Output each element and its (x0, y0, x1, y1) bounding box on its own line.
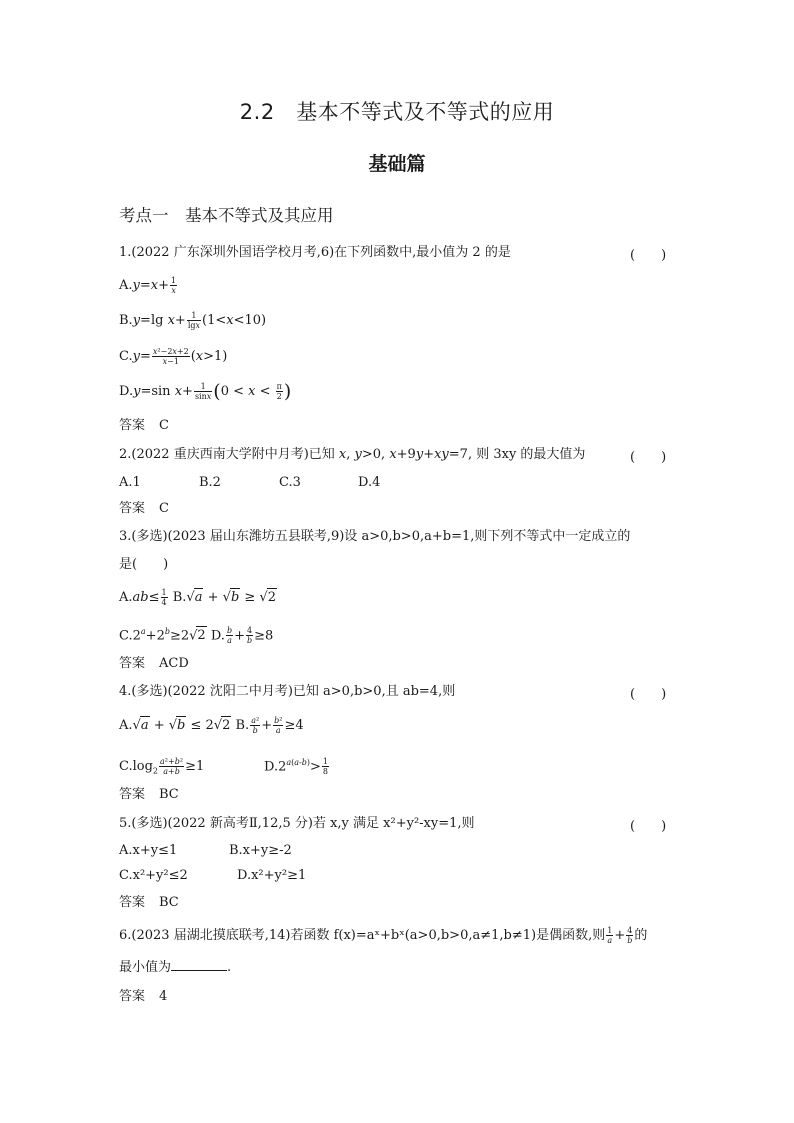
q6-stem-line2: 最小值为 . (119, 960, 232, 975)
q1-option-b: B.y=lg x+ $\frac{1}{\lg x}$ (1<x<10) (119, 311, 267, 330)
q2-stem: 2.(2022 重庆西南大学附中月考)已知 x, y>0, x+9y+xy=7, 则 3xy 的最大值为 (119, 447, 586, 462)
q4-answer: 答案 BC (119, 787, 179, 802)
q3-stem-line2: 是( ) (119, 557, 169, 572)
section-heading: 考点一 基本不等式及其应用 (119, 206, 334, 225)
q6-stem: 6.(2023 届湖北摸底联考,14)若函数 f(x)=aˣ+bˣ(a>0,b>0,a≠1,b≠1)是偶函数,则 $\frac{1}{a}$ + $\frac{4}{b}$ 的 (119, 926, 648, 945)
q5-option-d: D.x²+y²≥1 (237, 868, 307, 883)
q4-stem: 4.(多选)(2022 沈阳二中月考)已知 a>0,b>0,且 ab=4,则 (119, 684, 456, 699)
q3-options-ab: A.ab≤ $\frac{1}{4}$ B.√a + √b ≥ √2 (119, 588, 276, 607)
q6-blank (171, 958, 227, 971)
q2-option-a: A.1 (119, 475, 141, 490)
q2-option-d: D.4 (358, 475, 381, 490)
q2-option-c: C.3 (279, 475, 301, 490)
q5-stem: 5.(多选)(2022 新高考Ⅱ,12,5 分)若 x,y 满足 x²+y²-xy=1,则 (119, 816, 475, 831)
q5-options-cd (119, 867, 306, 885)
q2-option-b: B.2 (199, 475, 221, 490)
q4-options-ab: A.√a + √b ≤ 2√2 B. $\frac{\text{a²}}{b}$ + $\frac{\text{b²}}{a}$ ≥4 (119, 716, 304, 735)
q5-bracket: ( ) (630, 819, 667, 834)
q6-answer: 答案 4 (119, 989, 168, 1004)
q2-bracket: ( ) (630, 450, 667, 465)
q3-answer: 答案 ACD (119, 656, 189, 671)
q1-answer: 答案 C (119, 418, 169, 433)
q1-bracket: ( ) (630, 248, 667, 263)
q1-option-d: D.y=sin x+ $\frac{1}{\sin x}$ (0 < x < $\frac{\pi}{2}$ ) (119, 380, 292, 403)
q2-options (119, 474, 380, 492)
q5-answer: 答案 BC (119, 895, 179, 910)
q5-option-c: C.x²+y²≤2 (119, 868, 188, 883)
q4-options-cd: $C.\log_2$ $\frac{\text{a²+b²}}{a+b}$ ≥1 $D.2^{a(a-b)}>$ $\frac{1}{8}$ (119, 757, 329, 777)
q1-option-c: C.y= $\frac{\text{x²−2x+2}}{x-1}$ (x>1) (119, 347, 228, 366)
page-subtitle: 基础篇 (368, 153, 426, 175)
q1-stem: 1.(2022 广东深圳外国语学校月考,6)在下列函数中,最小值为 2 的是 (119, 245, 511, 260)
q3-options-cd: $C.2^a+2^b\ge 2√2$ D. $\frac{b}{a}$ + $\frac{4}{b}$ ≥8 (119, 626, 274, 646)
q5-option-a: A.x+y≤1 (119, 843, 178, 858)
q4-bracket: ( ) (630, 687, 667, 702)
q3-stem-line1: 3.(多选)(2023 届山东潍坊五县联考,9)设 a>0,b>0,a+b=1,则下列不等式中一定成立的 (119, 529, 631, 544)
q5-option-b: B.x+y≥-2 (229, 843, 292, 858)
q2-answer: 答案 C (119, 501, 169, 516)
page-title: 2.2 基本不等式及不等式的应用 (239, 100, 555, 124)
q1-option-a: A.y=x+ $\frac{1}{x}$ (119, 276, 177, 295)
q5-options-ab (119, 842, 292, 860)
